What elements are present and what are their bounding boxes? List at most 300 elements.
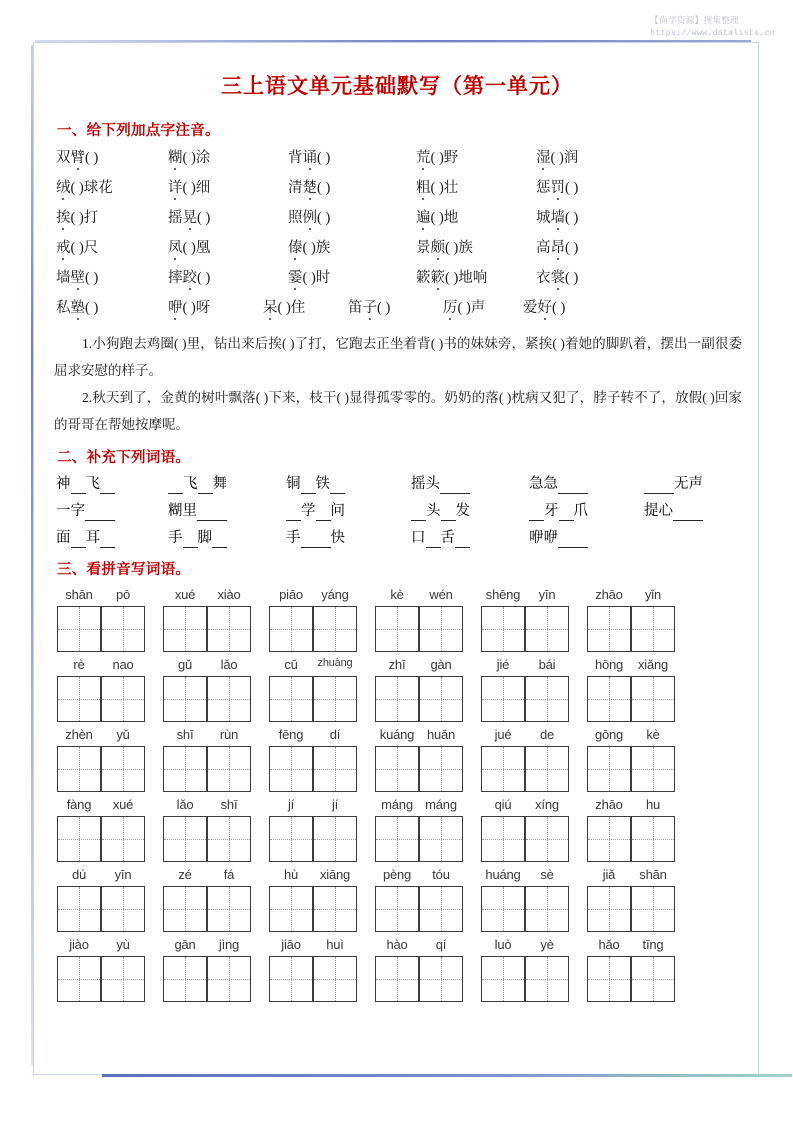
tianzige-cell[interactable] <box>269 816 313 862</box>
tianzige-cell[interactable] <box>57 816 101 862</box>
pinyin-group <box>163 797 251 812</box>
dotted-character: 详 <box>168 176 183 197</box>
writing-grid-group <box>587 886 675 932</box>
pinyin-syllable: jìng <box>218 936 240 952</box>
pinyin-syllable: xiào <box>217 586 241 602</box>
idiom-word <box>56 526 168 548</box>
pinyin-syllable: xué <box>174 586 196 602</box>
idiom-character: 声 <box>688 476 703 492</box>
idiom-character: 舌 <box>440 530 455 546</box>
annotate-word <box>348 296 443 317</box>
idiom-character: 耳 <box>85 530 100 546</box>
idiom-character: 摇 <box>411 476 426 492</box>
section-3-heading: 三、看拼音写词语。 <box>57 562 191 578</box>
pinyin-answer-blank[interactable]: ( )尺 <box>70 240 99 256</box>
idiom-blank[interactable] <box>301 530 331 548</box>
idiom-fill-rows <box>52 472 742 553</box>
pinyin-label-row <box>52 723 742 745</box>
dotted-character: 霎 <box>288 266 303 287</box>
tianzige-cell[interactable] <box>269 956 313 1002</box>
idiom-blank[interactable] <box>212 530 227 548</box>
idiom-blank[interactable] <box>529 503 544 521</box>
dotted-character: 颇 <box>431 236 446 257</box>
pinyin-answer-blank[interactable]: ( )族 <box>445 240 473 256</box>
tianzige-cell[interactable] <box>481 956 525 1002</box>
pinyin-group <box>375 797 463 812</box>
pinyin-syllable: huì <box>326 936 344 952</box>
word-prefix: 背 <box>288 150 303 166</box>
tianzige-cell[interactable] <box>587 816 631 862</box>
idiom-word <box>56 499 168 521</box>
pinyin-syllable: jué <box>494 726 512 742</box>
tianzige-cell[interactable] <box>419 606 463 652</box>
idiom-row <box>52 499 742 526</box>
writing-grid-group <box>163 606 251 652</box>
frame-accent-left <box>31 45 33 1065</box>
pinyin-group <box>375 657 463 672</box>
tianzige-cell[interactable] <box>101 886 145 932</box>
pinyin-syllable: tóu <box>432 866 450 882</box>
pinyin-group <box>481 587 569 602</box>
annotate-word <box>536 236 578 257</box>
pinyin-syllable: kè <box>646 726 660 742</box>
tianzige-cell[interactable] <box>525 816 569 862</box>
annotate-word <box>56 266 168 287</box>
pinyin-answer-blank[interactable]: ( ) <box>377 300 391 316</box>
pinyin-answer-blank[interactable]: ( ) <box>565 180 579 196</box>
tianzige-cell[interactable] <box>587 606 631 652</box>
pinyin-answer-blank[interactable]: ( ) <box>317 210 331 226</box>
tianzige-cell[interactable] <box>269 606 313 652</box>
idiom-character: 问 <box>330 503 345 519</box>
pinyin-syllable: luò <box>494 936 512 952</box>
tianzige-cell[interactable] <box>313 676 357 722</box>
pinyin-syllable: kuáng <box>379 726 415 742</box>
tianzige-cell[interactable] <box>587 676 631 722</box>
tianzige-cell[interactable] <box>163 816 207 862</box>
tianzige-cell[interactable] <box>269 676 313 722</box>
annotate-word <box>56 146 168 167</box>
writing-grid-group <box>481 606 569 652</box>
tianzige-cell[interactable] <box>375 676 419 722</box>
annotate-word <box>536 206 578 227</box>
pinyin-answer-blank[interactable]: ( )凰 <box>182 240 211 256</box>
idiom-blank[interactable] <box>301 476 316 494</box>
pinyin-label-row <box>52 793 742 815</box>
dotted-character: 簌 <box>431 266 446 287</box>
writing-grid-group <box>57 816 145 862</box>
dotted-character: 好 <box>538 296 553 317</box>
tianzige-cell[interactable] <box>207 816 251 862</box>
tianzige-cell[interactable] <box>207 956 251 1002</box>
idiom-word <box>56 472 168 494</box>
dotted-character: 绒 <box>56 176 71 197</box>
pinyin-syllable: zhāo <box>595 796 623 812</box>
pinyin-syllable: zé <box>178 866 192 882</box>
dotted-character: 傣 <box>288 236 303 257</box>
pinyin-writing-grids <box>52 583 742 1002</box>
pinyin-answer-blank[interactable]: ( )住 <box>277 300 306 316</box>
writing-grid-group <box>587 676 675 722</box>
annotate-word <box>168 236 288 257</box>
idiom-blank[interactable] <box>71 476 86 494</box>
tianzige-cell[interactable] <box>631 606 675 652</box>
pinyin-syllable: dú <box>71 866 87 882</box>
writing-grid-group <box>375 956 463 1002</box>
pinyin-syllable: hù <box>283 866 299 882</box>
tianzige-cell[interactable] <box>163 886 207 932</box>
pinyin-syllable: shī <box>176 726 194 742</box>
pinyin-group <box>57 867 145 882</box>
tianzige-cell[interactable] <box>313 746 357 792</box>
tianzige-cell[interactable] <box>57 606 101 652</box>
dotted-character: 荒 <box>416 146 431 167</box>
tianzige-cell[interactable] <box>375 956 419 1002</box>
idiom-character: 手 <box>286 530 301 546</box>
annotate-word-rows <box>52 146 742 326</box>
dotted-character: 罚 <box>551 176 566 197</box>
pinyin-answer-blank[interactable]: ( ) <box>197 210 211 226</box>
tianzige-cell[interactable] <box>419 886 463 932</box>
dotted-character: 昂 <box>551 236 566 257</box>
pinyin-group <box>375 867 463 882</box>
writing-grid-group <box>481 816 569 862</box>
annotate-word <box>168 296 263 317</box>
tianzige-cell[interactable] <box>163 676 207 722</box>
tianzige-cell[interactable] <box>525 746 569 792</box>
annotate-word <box>288 266 416 287</box>
tianzige-cell[interactable] <box>375 886 419 932</box>
pinyin-group <box>375 587 463 602</box>
pinyin-answer-blank[interactable]: ( )地响 <box>445 270 488 286</box>
idiom-blank[interactable] <box>558 530 588 548</box>
pinyin-answer-blank[interactable]: ( )野 <box>430 150 459 166</box>
pinyin-answer-blank[interactable]: ( ) <box>552 300 566 316</box>
tianzige-cell[interactable] <box>207 606 251 652</box>
writing-grid-group <box>587 746 675 792</box>
pinyin-syllable: cū <box>284 656 298 672</box>
watermark <box>650 14 775 40</box>
watermark-source: 【尚学资源】搜集整理 <box>650 15 740 25</box>
pinyin-group <box>481 797 569 812</box>
annotate-word <box>523 296 565 317</box>
tianzige-cell[interactable] <box>207 746 251 792</box>
pinyin-group <box>481 867 569 882</box>
idiom-blank[interactable] <box>85 503 115 521</box>
idiom-word <box>411 499 529 521</box>
pinyin-answer-blank[interactable]: ( )涂 <box>182 150 211 166</box>
idiom-character: 头 <box>425 476 440 492</box>
idiom-blank[interactable] <box>183 530 198 548</box>
pinyin-answer-blank[interactable]: ( ) <box>317 180 331 196</box>
idiom-blank[interactable] <box>316 503 331 521</box>
pinyin-answer-blank[interactable]: ( )润 <box>550 150 579 166</box>
tianzige-cell[interactable] <box>207 676 251 722</box>
tianzige-cell[interactable] <box>419 816 463 862</box>
writing-grid-group <box>481 886 569 932</box>
pinyin-syllable: xué <box>112 796 134 812</box>
dotted-character: 厉 <box>443 296 458 317</box>
pinyin-answer-blank[interactable]: ( )呀 <box>182 300 211 316</box>
pinyin-answer-blank[interactable]: ( ) <box>85 300 99 316</box>
idiom-blank[interactable] <box>673 503 703 521</box>
pinyin-syllable: hu <box>645 796 661 812</box>
pinyin-syllable: fá <box>223 866 235 882</box>
idiom-blank[interactable] <box>286 503 301 521</box>
pinyin-label-row <box>52 583 742 605</box>
dotted-character: 跤 <box>183 266 198 287</box>
pinyin-syllable: fēng <box>278 726 304 742</box>
pinyin-answer-blank[interactable]: ( ) <box>317 150 331 166</box>
idiom-blank[interactable] <box>411 503 426 521</box>
tianzige-cell[interactable] <box>481 886 525 932</box>
pinyin-syllable: zhī <box>388 656 406 672</box>
writing-grid-group <box>57 606 145 652</box>
tianzige-cell[interactable] <box>57 676 101 722</box>
pinyin-syllable: gān <box>174 936 196 952</box>
pinyin-answer-blank[interactable]: ( ) <box>565 240 579 256</box>
pinyin-syllable: xiǎng <box>637 656 669 672</box>
tianzige-cell[interactable] <box>481 676 525 722</box>
tianzige-cell[interactable] <box>57 886 101 932</box>
idiom-blank[interactable] <box>168 476 183 494</box>
pinyin-group <box>587 867 675 882</box>
tianzige-cell[interactable] <box>481 606 525 652</box>
idiom-row <box>52 526 742 553</box>
writing-grid-group <box>163 746 251 792</box>
pinyin-group <box>269 657 357 672</box>
pinyin-syllable: sè <box>540 866 554 882</box>
idiom-character: 脚 <box>197 530 212 546</box>
tianzige-cell[interactable] <box>163 956 207 1002</box>
pinyin-answer-blank[interactable]: ( )时 <box>302 270 331 286</box>
idiom-blank[interactable] <box>558 476 588 494</box>
pinyin-syllable: yǔ <box>116 726 130 742</box>
tianzige-cell[interactable] <box>419 746 463 792</box>
idiom-blank[interactable] <box>426 530 441 548</box>
pinyin-answer-blank[interactable]: ( )球花 <box>70 180 113 196</box>
annotate-sentence <box>52 384 742 438</box>
pinyin-syllable: bái <box>538 656 556 672</box>
tianzige-cell[interactable] <box>375 816 419 862</box>
tianzige-cell[interactable] <box>587 956 631 1002</box>
idiom-blank[interactable] <box>559 503 574 521</box>
writing-grid-row <box>52 956 742 1002</box>
pinyin-group <box>163 657 251 672</box>
annotate-word <box>56 206 168 227</box>
tianzige-cell[interactable] <box>525 606 569 652</box>
idiom-blank[interactable] <box>441 503 456 521</box>
page-title: 三上语文单元基础默写（第一单元） <box>221 74 573 98</box>
pinyin-syllable: wén <box>429 586 453 602</box>
pinyin-syllable: jí <box>331 796 339 812</box>
pinyin-group <box>269 797 357 812</box>
tianzige-cell[interactable] <box>419 676 463 722</box>
tianzige-cell[interactable] <box>631 746 675 792</box>
dotted-character: 塾 <box>71 296 86 317</box>
writing-grid-group <box>375 886 463 932</box>
idiom-blank[interactable] <box>100 476 115 494</box>
pinyin-syllable: jiāo <box>281 936 301 952</box>
idiom-blank[interactable] <box>330 476 345 494</box>
pinyin-syllable: pō <box>115 586 131 602</box>
idiom-blank[interactable] <box>71 530 86 548</box>
idiom-character: 飞 <box>85 476 100 492</box>
idiom-character: 心 <box>658 503 673 519</box>
tianzige-cell[interactable] <box>525 886 569 932</box>
tianzige-cell[interactable] <box>313 886 357 932</box>
pinyin-syllable: pèng <box>382 866 412 882</box>
pinyin-answer-blank[interactable]: ( )族 <box>302 240 331 256</box>
idiom-character: 口 <box>411 530 426 546</box>
tianzige-cell[interactable] <box>313 956 357 1002</box>
idiom-blank[interactable] <box>455 530 470 548</box>
annotate-word <box>416 236 536 257</box>
tianzige-cell[interactable] <box>525 956 569 1002</box>
tianzige-cell[interactable] <box>163 606 207 652</box>
dotted-character: 呆 <box>263 296 278 317</box>
writing-grid-row <box>52 606 742 652</box>
idiom-word <box>168 526 286 548</box>
worksheet-body <box>34 43 760 1076</box>
pinyin-syllable: máng <box>381 796 413 812</box>
pinyin-syllable: nao <box>112 656 134 672</box>
tianzige-cell[interactable] <box>313 816 357 862</box>
annotate-row <box>52 176 742 206</box>
pinyin-syllable: xíng <box>535 796 559 812</box>
writing-grid-group <box>57 886 145 932</box>
idiom-word <box>168 472 286 494</box>
writing-grid-group <box>375 746 463 792</box>
word-prefix: 照 <box>288 210 303 226</box>
pinyin-answer-blank[interactable]: ( ) <box>85 270 99 286</box>
idiom-blank[interactable] <box>100 530 115 548</box>
annotate-word <box>288 236 416 257</box>
pinyin-syllable: rè <box>73 656 85 672</box>
pinyin-answer-blank[interactable]: ( ) <box>565 210 579 226</box>
tianzige-cell[interactable] <box>631 676 675 722</box>
idiom-word <box>286 526 411 548</box>
pinyin-syllable: kè <box>390 586 404 602</box>
dotted-character: 凤 <box>168 236 183 257</box>
idiom-character: 糊 <box>168 503 183 519</box>
tianzige-cell[interactable] <box>101 816 145 862</box>
pinyin-group <box>269 937 357 952</box>
tianzige-cell[interactable] <box>313 606 357 652</box>
pinyin-group <box>163 727 251 742</box>
writing-grid-row <box>52 886 742 932</box>
word-prefix: 笛 <box>348 300 363 316</box>
tianzige-cell[interactable] <box>375 606 419 652</box>
tianzige-cell[interactable] <box>101 606 145 652</box>
dotted-character: 晃 <box>183 206 198 227</box>
pinyin-syllable: huān <box>426 726 456 742</box>
document-page <box>33 42 759 1075</box>
pinyin-label-row <box>52 653 742 675</box>
dotted-character: 遍 <box>416 206 431 227</box>
pinyin-answer-blank[interactable]: ( ) <box>565 270 579 286</box>
idiom-blank[interactable] <box>644 476 674 494</box>
dotted-character: 裳 <box>551 266 566 287</box>
pinyin-syllable: xiāng <box>319 866 351 882</box>
dotted-character: 粗 <box>416 176 431 197</box>
annotate-row <box>52 296 742 326</box>
pinyin-answer-blank[interactable]: ( ) <box>85 150 99 166</box>
pinyin-syllable: jiào <box>69 936 89 952</box>
pinyin-answer-blank[interactable]: ( )声 <box>457 300 486 316</box>
writing-grid-group <box>375 606 463 652</box>
pinyin-label-row <box>52 863 742 885</box>
writing-grid-group <box>57 746 145 792</box>
pinyin-syllable: jié <box>496 656 510 672</box>
tianzige-cell[interactable] <box>375 746 419 792</box>
tianzige-cell[interactable] <box>631 816 675 862</box>
annotate-word <box>416 206 536 227</box>
pinyin-group <box>163 587 251 602</box>
pinyin-syllable: yáng <box>321 586 349 602</box>
pinyin-syllable: gǔ <box>177 656 193 672</box>
pinyin-group <box>481 657 569 672</box>
writing-grid-group <box>269 606 357 652</box>
writing-grid-group <box>587 956 675 1002</box>
tianzige-cell[interactable] <box>57 956 101 1002</box>
writing-grid-group <box>587 606 675 652</box>
tianzige-cell[interactable] <box>419 956 463 1002</box>
pinyin-syllable: hōng <box>594 656 624 672</box>
tianzige-cell[interactable] <box>101 746 145 792</box>
tianzige-cell[interactable] <box>587 746 631 792</box>
pinyin-answer-blank[interactable]: ( )地 <box>430 210 459 226</box>
idiom-character: 手 <box>168 530 183 546</box>
tianzige-cell[interactable] <box>587 886 631 932</box>
pinyin-label-row <box>52 933 742 955</box>
tianzige-cell[interactable] <box>207 886 251 932</box>
pinyin-syllable: shēng <box>485 586 521 602</box>
tianzige-cell[interactable] <box>101 676 145 722</box>
tianzige-cell[interactable] <box>269 746 313 792</box>
idiom-character: 急 <box>543 476 558 492</box>
idiom-word <box>411 526 529 548</box>
tianzige-cell[interactable] <box>101 956 145 1002</box>
tianzige-cell[interactable] <box>631 886 675 932</box>
pinyin-syllable: qí <box>435 936 447 952</box>
pinyin-answer-blank[interactable]: ( )细 <box>182 180 211 196</box>
idiom-word <box>644 499 703 521</box>
writing-grid-row <box>52 676 742 722</box>
tianzige-cell[interactable] <box>57 746 101 792</box>
pinyin-answer-blank[interactable]: ( ) <box>197 270 211 286</box>
idiom-word <box>529 472 644 494</box>
tianzige-cell[interactable] <box>481 816 525 862</box>
idiom-blank[interactable] <box>440 476 470 494</box>
tianzige-cell[interactable] <box>163 746 207 792</box>
idiom-character: 快 <box>330 530 345 546</box>
pinyin-answer-blank[interactable]: ( )打 <box>70 210 99 226</box>
idiom-blank[interactable] <box>197 503 227 521</box>
sentence-text: 1.小狗跑去鸡圈( )里，钻出来后挨( )了打，它跑去正坐着背( )书的妹妹旁，紧挨( )着她的脚趴着，摆出一副很委屈求安慰的样子。 <box>54 336 742 378</box>
pinyin-syllable: dí <box>329 726 341 742</box>
section-1-heading: 一、给下列加点字注音。 <box>57 123 220 139</box>
annotate-sentence <box>52 330 742 384</box>
pinyin-answer-blank[interactable]: ( )壮 <box>430 180 459 196</box>
idiom-blank[interactable] <box>198 476 213 494</box>
tianzige-cell[interactable] <box>269 886 313 932</box>
word-prefix: 惩 <box>536 180 551 196</box>
tianzige-cell[interactable] <box>525 676 569 722</box>
tianzige-cell[interactable] <box>481 746 525 792</box>
pinyin-group <box>57 727 145 742</box>
tianzige-cell[interactable] <box>631 956 675 1002</box>
